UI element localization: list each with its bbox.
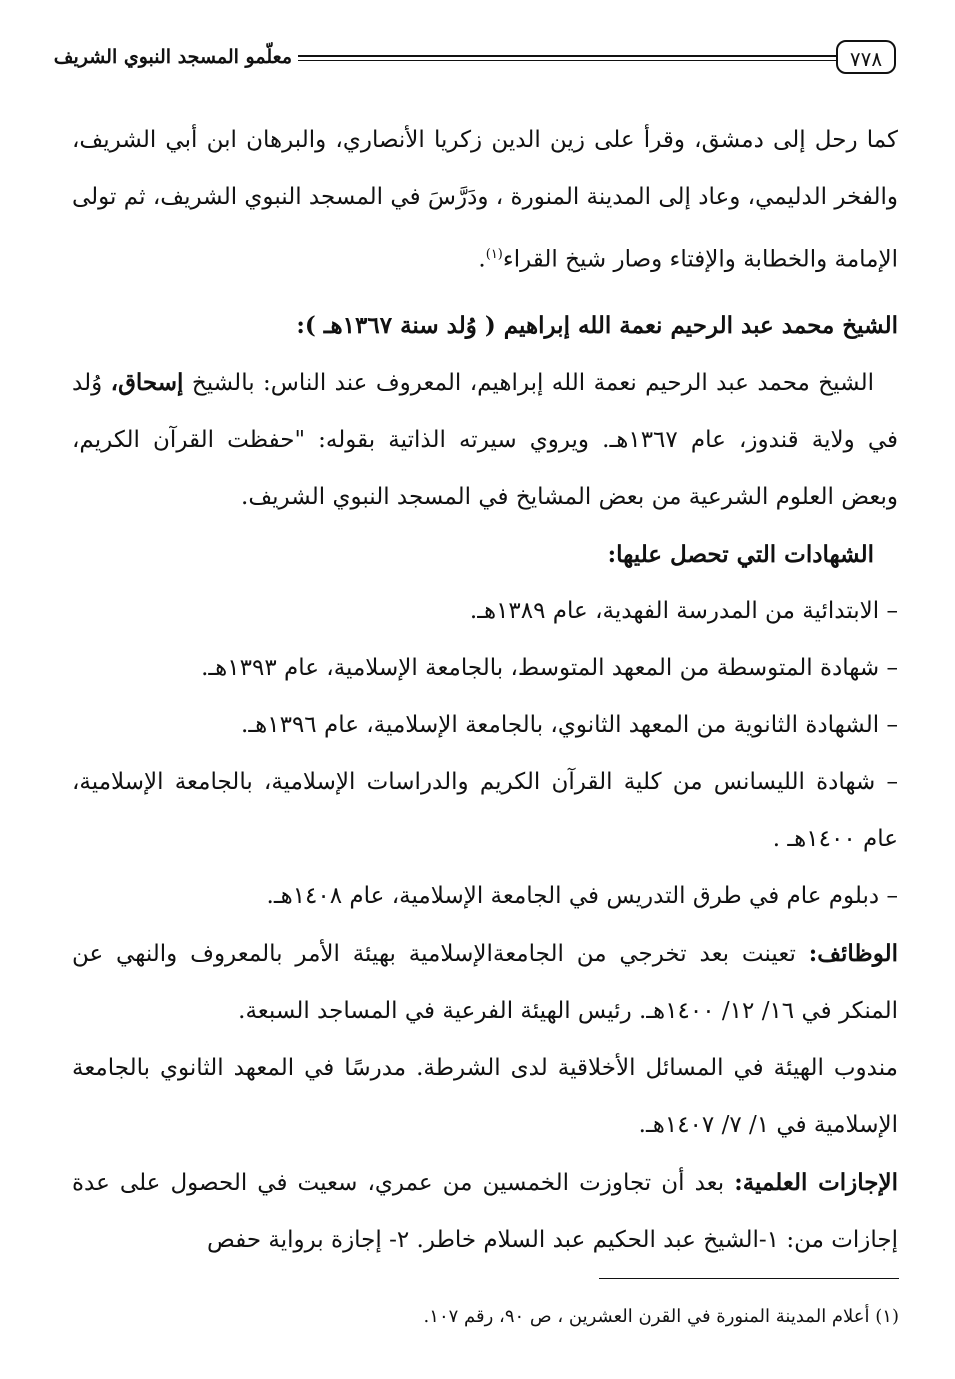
biography-name: إسحاق، bbox=[110, 368, 184, 396]
paragraph-intro bbox=[72, 112, 898, 289]
running-title: معلّمو المسجد النبوي الشريف bbox=[53, 46, 292, 68]
certificate-item: – شهادة الليسانس من كلية القرآن الكريم والدراسات الإسلامية، بالجامعة الإسلامية، عام ١٤٠٠هـ . bbox=[72, 768, 898, 852]
biography-rest: وُلد في ولاية قندوز، عام ١٣٦٧هـ. ويروي سيرته الذاتية بقوله: "حفظت القرآن الكريم، وبعض العلوم الشرعية من بعض المشايخ في المسجد النبوي الشريف. bbox=[72, 369, 898, 510]
biography-start: الشيخ محمد عبد الرحيم نعمة الله إبراهيم، المعروف عند الناس: بالشيخ bbox=[183, 369, 875, 396]
footnote-rule bbox=[599, 1278, 899, 1279]
certificates-heading: الشهادات التي تحصل عليها: bbox=[607, 540, 874, 568]
paragraph-intro-text: كما رحل إلى دمشق، وقرأ على زين الدين زكريا الأنصاري، والبرهان ابن أبي الشريف، والفخر الدليمي، وعاد إلى المدينة المنورة ، ودَرَّسَ في المسجد النبوي الشريف، ثم تولى الإمامة والخطابة والإفتاء وصار شيخ القراء bbox=[72, 127, 898, 273]
paragraph-jobs bbox=[72, 925, 898, 1040]
paragraph-intro-end: . bbox=[478, 246, 486, 273]
page-body bbox=[72, 112, 898, 1269]
ijazat-text: بعد أن تجاوزت الخمسين من عمري، سعيت في الحصول على عدة إجازات من: ١-الشيخ عبد الحكيم عبد السلام خاطر. ٢- إجازة برواية حفص bbox=[72, 1169, 898, 1253]
paragraph-ijazat bbox=[72, 1154, 898, 1269]
paragraph-jobs-continued: مندوب الهيئة في المسائل الأخلاقية لدى الشرطة. مدرسًا في المعهد الثانوي بالجامعة الإسلامية في ١/ ٧/ ١٤٠٧هـ. bbox=[72, 1054, 898, 1138]
section-heading: الشيخ محمد عبد الرحيم نعمة الله إبراهيم ( وُلد سنة ١٣٦٧هـ ): bbox=[296, 311, 898, 339]
page-number: ٧٧٨ bbox=[836, 40, 896, 74]
footnote-ref: (١) bbox=[485, 247, 503, 262]
paragraph-biography bbox=[72, 354, 898, 526]
certificate-item: – الابتدائية من المدرسة الفهدية، عام ١٣٨٩هـ. bbox=[469, 597, 898, 624]
certificate-item: – شهادة المتوسطة من المعهد المتوسط، بالجامعة الإسلامية، عام ١٣٩٣هـ. bbox=[201, 654, 898, 681]
certificate-item: – الشهادة الثانوية من المعهد الثانوي، بالجامعة الإسلامية، عام ١٣٩٦هـ. bbox=[241, 711, 898, 738]
page-header bbox=[53, 34, 896, 80]
jobs-label: الوظائف: bbox=[808, 939, 898, 967]
jobs-text: تعينت بعد تخرجي من الجامعةالإسلامية بهيئة الأمر بالمعروف والنهي عن المنكر في ١٦/ ١٢/ ١٤٠٠هـ. رئيس الهيئة الفرعية في المساجد السبعة. bbox=[72, 940, 898, 1024]
header-rule bbox=[298, 55, 836, 61]
certificate-item: – دبلوم عام في طرق التدريس في الجامعة الإسلامية، عام ١٤٠٨هـ. bbox=[266, 882, 898, 909]
footnote: (١) أعلام المدينة المنورة في القرن العشرين ، ص ٩٠، رقم ١٠٧. bbox=[423, 1306, 899, 1327]
ijazat-label: الإجازات العلمية: bbox=[734, 1168, 898, 1196]
